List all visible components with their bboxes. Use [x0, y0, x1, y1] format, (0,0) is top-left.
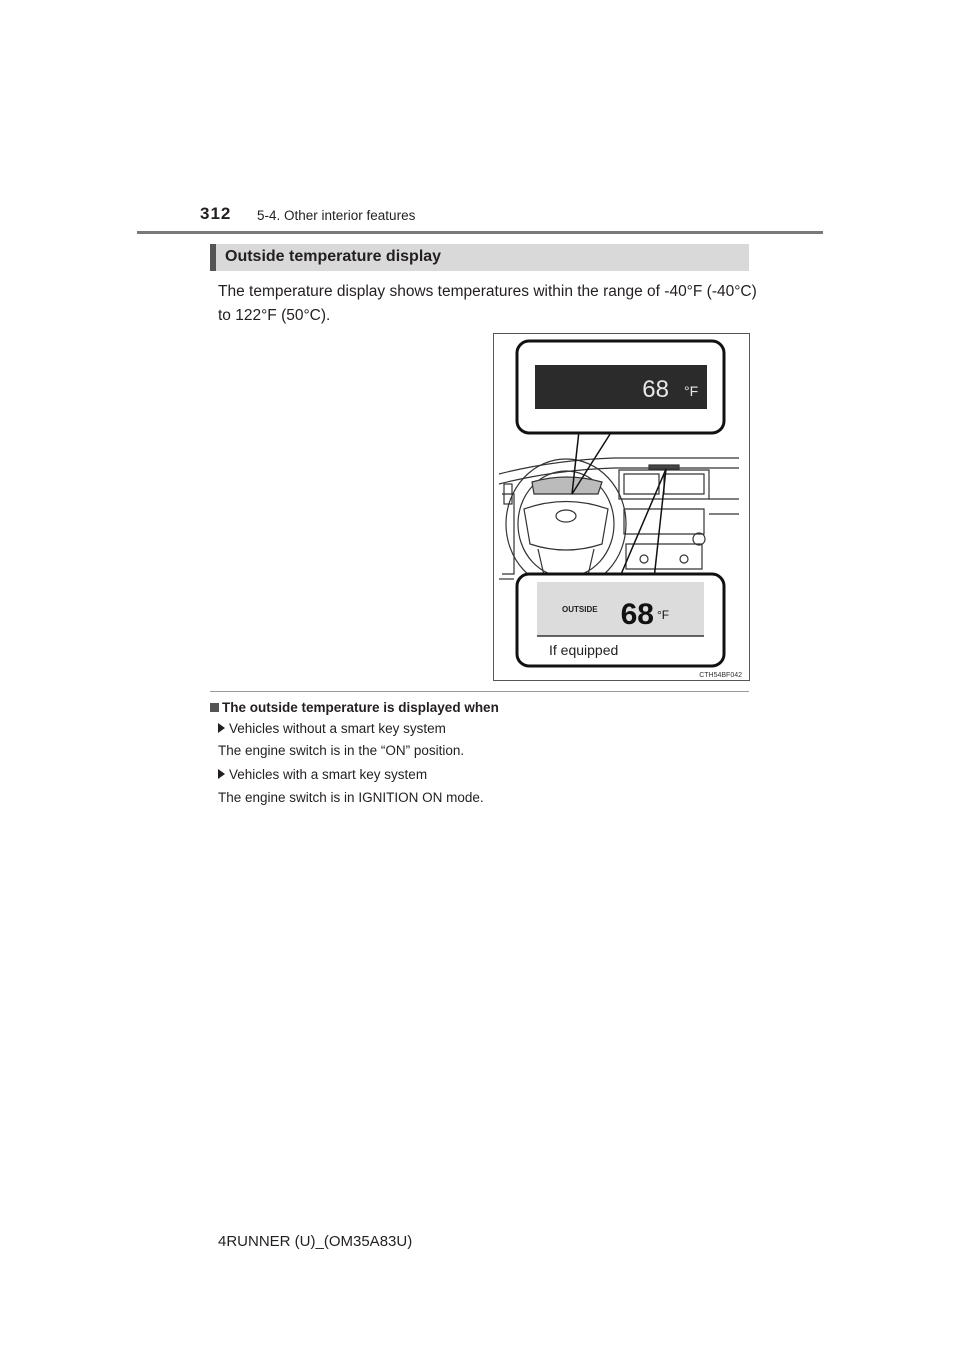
figure-caption: If equipped [549, 642, 619, 658]
square-bullet-icon [210, 703, 219, 712]
conditions-heading-text: The outside temperature is displayed when [222, 700, 499, 715]
bottom-display-unit: °F [657, 608, 670, 622]
top-display-screen [535, 365, 707, 409]
condition-text-smart-key: The engine switch is in IGNITION ON mode. [218, 790, 484, 805]
bottom-display-label: OUTSIDE [562, 605, 598, 614]
section-heading-text: Outside temperature display [225, 248, 442, 265]
triangle-bullet-icon [218, 769, 225, 779]
condition-label-no-smart-key: Vehicles without a smart key system [218, 721, 446, 736]
triangle-bullet-icon [218, 723, 225, 733]
intro-paragraph: The temperature display shows temperatures within the range of -40°F (-40°C) to 122°F (50°C). [218, 283, 757, 324]
condition-label-smart-key: Vehicles with a smart key system [218, 767, 427, 782]
condition-text-no-smart-key: The engine switch is in the “ON” position. [218, 743, 465, 758]
conditions-heading [210, 700, 499, 715]
callout-lines [572, 431, 666, 579]
top-display-unit: °F [684, 383, 699, 399]
top-display-value: 68 [642, 376, 669, 403]
temperature-display-illustration [493, 333, 750, 681]
section-title: 5-4. Other interior features [257, 208, 416, 223]
bottom-display-value: 68 [620, 598, 654, 631]
page-number: 312 [200, 204, 232, 223]
header-rule [137, 231, 823, 234]
section-heading [210, 244, 749, 271]
page-footer: 4RUNNER (U)_(OM35A83U) [218, 1233, 413, 1250]
figure-code: CTH54BF042 [699, 672, 742, 679]
section-rule [210, 691, 749, 692]
dashboard-illustration [499, 458, 739, 589]
